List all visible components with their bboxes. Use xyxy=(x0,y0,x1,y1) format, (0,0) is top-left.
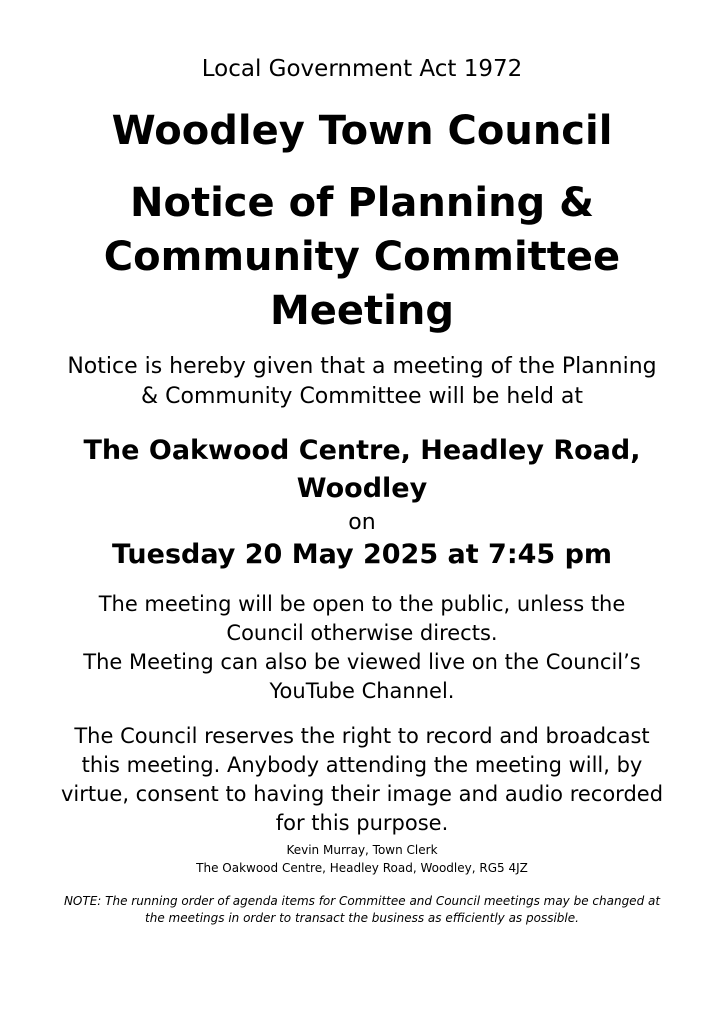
clerk-name: Kevin Murray, Town Clerk xyxy=(286,843,438,857)
recording-notice: The Council reserves the right to record and broadcast this meeting. Anybody attending the meeting will, by virtue, consent to having their image and audio recorded for this purpose. xyxy=(60,724,664,835)
council-name: Woodley Town Council xyxy=(111,108,613,154)
meeting-datetime: Tuesday 20 May 2025 at 7:45 pm xyxy=(111,539,613,570)
venue-text: The Oakwood Centre, Headley Road, Woodley xyxy=(83,435,641,504)
intro-text: Notice is hereby given that a meeting of the Planning & Community Committee will be held at xyxy=(67,354,657,409)
clerk-address: The Oakwood Centre, Headley Road, Woodley, RG5 4JZ xyxy=(196,861,528,875)
act-line: Local Government Act 1972 xyxy=(201,56,523,82)
agenda-note: NOTE: The running order of agenda items for Committee and Council meetings may be changed at the meetings in order to transact the business as efficiently as possible. xyxy=(63,894,661,925)
youtube-line: The Meeting can also be viewed live on the Council’s YouTube Channel. xyxy=(83,650,641,703)
public-access-line: The meeting will be open to the public, unless the Council otherwise directs. xyxy=(98,592,626,645)
on-text: on xyxy=(348,510,376,535)
notice-title: Notice of Planning & Community Committee Meeting xyxy=(103,180,621,334)
public-access-text xyxy=(60,590,664,706)
